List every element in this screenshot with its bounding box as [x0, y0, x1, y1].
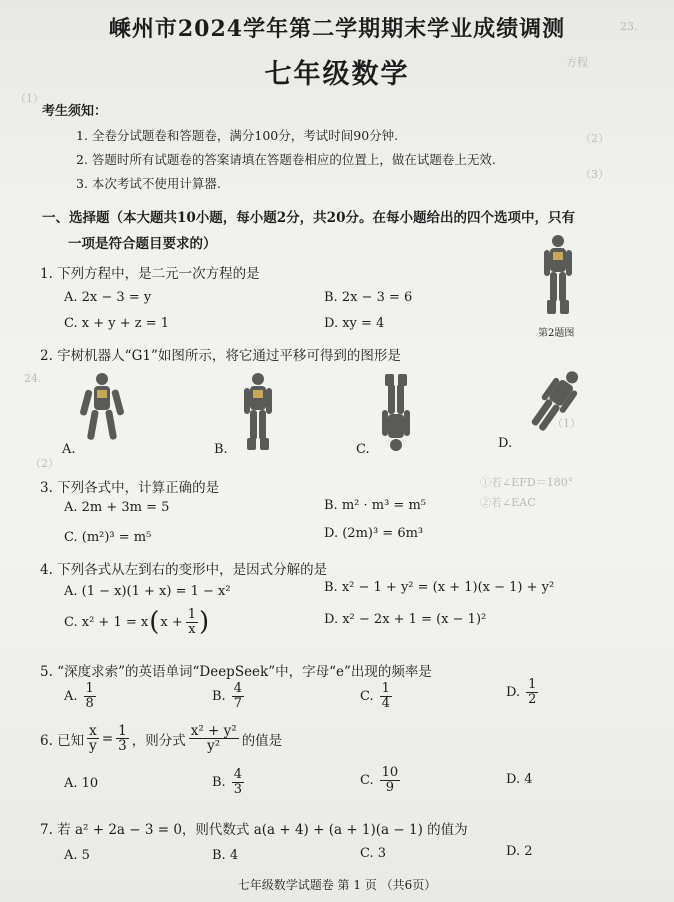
- margin-fragment: 23.: [620, 20, 638, 33]
- frac-numerator: 1: [187, 607, 197, 622]
- frac-denominator: 4: [381, 695, 390, 711]
- q4-option-c-lhs: C. x² + 1 = x: [64, 614, 149, 630]
- frac-denominator: x: [188, 621, 196, 637]
- q3-option-d: D. (2m)³ = 6m³: [324, 526, 424, 541]
- margin-fragment: 方程: [566, 56, 588, 69]
- q2-option-b-label: B.: [214, 442, 228, 457]
- q7-option-c: C. 3: [360, 846, 387, 861]
- q5-option-d: [506, 678, 538, 706]
- q5-option-a: [64, 682, 96, 710]
- notice-item: 1. 全卷分试题卷和答题卷，满分100分，考试时间90分钟.: [76, 128, 399, 143]
- frac-numerator: 1: [381, 681, 390, 696]
- stem-text: ，则分式: [131, 732, 186, 749]
- frac-denominator: 3: [233, 781, 242, 797]
- margin-fragment: （2）: [580, 132, 609, 145]
- q1-option-b: B. 2x − 3 = 6: [324, 290, 413, 305]
- q4-option-a: A. (1 − x)(1 + x) = 1 − x²: [64, 584, 231, 599]
- frac-denominator: 2: [528, 691, 537, 707]
- notice-item: 3. 本次考试不使用计算器.: [76, 176, 221, 191]
- q2-option-a-label: A.: [62, 442, 76, 457]
- frac-denominator: y: [89, 738, 97, 755]
- robot-option-c: [374, 368, 418, 452]
- section-heading-cont: 一项是符合题目要求的）: [68, 236, 217, 252]
- robot-option-d: [520, 364, 584, 448]
- notice-item: 2. 答题时所有试题卷的答案请填在答题卷相应的位置上，做在试题卷上无效.: [76, 152, 496, 167]
- fraction: [84, 682, 96, 710]
- question-2-stem: 2. 宇树机器人“G1”如图所示，将它通过平移可得到的图形是: [40, 348, 401, 364]
- frac-numerator: 4: [233, 767, 242, 782]
- section-heading: 一、选择题（本大题共10小题，每小题2分，共20分。在每小题给出的四个选项中，只有: [42, 210, 575, 226]
- q7-option-a: A. 5: [64, 848, 90, 863]
- option-letter: A.: [64, 688, 78, 704]
- robot-option-a: [80, 372, 124, 456]
- page-footer: 七年级数学试题卷 第 1 页 （共6页）: [237, 878, 437, 892]
- margin-fragment: ①若∠EFD＝180°: [480, 476, 574, 489]
- figure-caption: 第2题图: [538, 328, 575, 339]
- question-7-stem: 7. 若 a² + 2a − 3 = 0，则代数式 a(a + 4) + (a + 1)(a − 1) 的值为: [40, 822, 468, 838]
- fraction: [232, 682, 244, 710]
- frac-denominator: 9: [385, 779, 395, 795]
- frac-numerator: x² + y²: [190, 723, 237, 739]
- fraction: [380, 766, 401, 794]
- q1-option-a: A. 2x − 3 = y: [64, 290, 152, 305]
- equals-sign: =: [101, 730, 114, 747]
- frac-numerator: 1: [85, 681, 94, 696]
- margin-fragment: （3）: [580, 168, 609, 181]
- q7-option-b: B. 4: [212, 848, 239, 863]
- robot-figure: [536, 234, 580, 322]
- option-letter: C.: [360, 772, 374, 788]
- frac-denominator: 7: [233, 695, 242, 711]
- question-5-stem: 5. “深度求索”的英语单词“DeepSeek”中，字母“e”出现的频率是: [40, 664, 432, 680]
- frac-numerator: 4: [233, 681, 242, 696]
- frac-numerator: 1: [528, 677, 537, 692]
- q1-option-c: C. x + y + z = 1: [64, 316, 170, 331]
- q5-option-b: [212, 682, 244, 710]
- question-4-stem: 4. 下列各式从左到右的变形中，是因式分解的是: [40, 562, 328, 578]
- fraction-expression: [189, 724, 239, 753]
- question-1-stem: 1. 下列方程中，是二元一次方程的是: [40, 266, 260, 282]
- option-letter: D.: [506, 684, 521, 700]
- q4-option-d: D. x² − 2x + 1 = (x − 1)²: [324, 612, 487, 627]
- fraction: [526, 678, 538, 706]
- q4-option-b: B. x² − 1 + y² = (x + 1)(x − 1) + y²: [324, 580, 555, 595]
- margin-fragment: ②若∠EAC: [480, 496, 536, 509]
- option-letter: B.: [212, 688, 226, 704]
- q6-option-d: D. 4: [506, 772, 533, 787]
- stem-text: 的值是: [241, 732, 283, 749]
- frac-denominator: 8: [85, 695, 94, 711]
- q2-option-c-label: C.: [356, 442, 370, 457]
- q6-option-c: [360, 766, 400, 794]
- option-letter: C.: [360, 688, 374, 704]
- frac-denominator: 3: [118, 738, 127, 755]
- paren-open: (: [149, 607, 160, 638]
- frac-numerator: x: [89, 723, 97, 739]
- q6-option-b: [212, 768, 244, 796]
- exam-subtitle: 七年级数学: [264, 59, 410, 90]
- question-3-stem: 3. 下列各式中，计算正确的是: [40, 480, 220, 496]
- frac-numerator: 10: [381, 765, 399, 780]
- q1-option-d: D. xy = 4: [324, 316, 385, 331]
- margin-fragment: 24.: [24, 372, 42, 385]
- question-6-stem: [40, 724, 282, 753]
- q3-option-a: A. 2m + 3m = 5: [64, 500, 170, 515]
- option-letter: B.: [212, 774, 226, 790]
- fraction: [380, 682, 392, 710]
- exam-title: 嵊州市2024学年第二学期期末学业成绩调测: [108, 16, 566, 42]
- fraction-1-over-x: [186, 608, 198, 636]
- paren-close: ): [199, 607, 210, 638]
- q3-option-b: B. m² · m³ = m⁵: [324, 498, 426, 513]
- q4-option-c: [64, 608, 209, 636]
- robot-option-b: [236, 372, 280, 456]
- fraction-1-over-3: [116, 724, 129, 753]
- margin-fragment: （1）: [15, 92, 44, 105]
- margin-fragment: （1）: [552, 417, 581, 430]
- stem-text: 6. 已知: [40, 732, 85, 749]
- q6-option-a: A. 10: [64, 776, 99, 791]
- q4-option-c-inner: x +: [160, 614, 183, 630]
- q5-option-c: [360, 682, 392, 710]
- q7-option-d: D. 2: [506, 844, 533, 859]
- frac-numerator: 1: [118, 723, 127, 739]
- q2-option-d-label: D.: [498, 436, 513, 451]
- notice-heading: 考生须知：: [42, 104, 108, 119]
- margin-fragment: （2）: [30, 457, 59, 470]
- frac-denominator: y²: [207, 738, 221, 755]
- q3-option-c: C. (m²)³ = m⁵: [64, 530, 152, 545]
- fraction: [232, 768, 244, 796]
- fraction-x-over-y: [87, 724, 99, 753]
